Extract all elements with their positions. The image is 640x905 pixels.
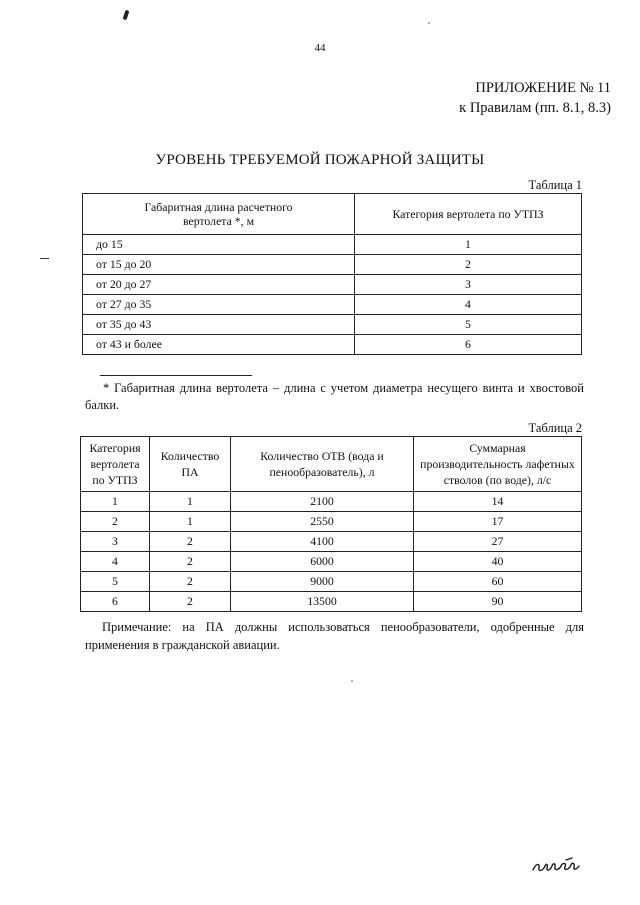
vehicles-cell: 2 [150, 532, 231, 552]
appendix-heading [459, 78, 611, 118]
category-cell: 2 [355, 255, 582, 275]
capacity-cell: 40 [414, 552, 582, 572]
column-header-monitor-capacity [414, 437, 582, 492]
table-row [81, 532, 582, 552]
note [85, 618, 584, 654]
table-row [81, 592, 582, 612]
table-row [83, 315, 582, 335]
category-cell: 4 [355, 295, 582, 315]
header-text: Количество ПА [160, 449, 220, 479]
footnote-divider [100, 375, 252, 376]
length-cell: от 15 до 20 [83, 255, 355, 275]
page-number: 44 [314, 42, 326, 54]
vehicles-cell: 2 [150, 572, 231, 592]
page-title: УРОВЕНЬ ТРЕБУЕМОЙ ПОЖАРНОЙ ЗАЩИТЫ [155, 152, 485, 168]
agent-volume-cell: 2550 [231, 512, 414, 532]
category-cell: 5 [81, 572, 150, 592]
table-row [83, 295, 582, 315]
table-row [81, 512, 582, 532]
header-text: Суммарная производительность лафетных стволов (по воде), л/с [420, 441, 575, 487]
table-header-row [81, 437, 582, 492]
category-cell: 3 [355, 275, 582, 295]
table1-caption: Таблица 1 [528, 178, 582, 192]
length-cell: от 20 до 27 [83, 275, 355, 295]
agent-volume-cell: 4100 [231, 532, 414, 552]
capacity-cell: 60 [414, 572, 582, 592]
vehicles-cell: 1 [150, 512, 231, 532]
fire-equipment-table [80, 436, 582, 612]
appendix-title: ПРИЛОЖЕНИЕ № 11 [475, 80, 611, 96]
category-cell: 2 [81, 512, 150, 532]
appendix-subtitle: к Правилам (пп. 8.1, 8.3) [459, 100, 611, 116]
column-header-category: Категория вертолета по УТПЗ [355, 194, 582, 235]
agent-volume-cell: 6000 [231, 552, 414, 572]
helicopter-category-table [82, 193, 582, 355]
category-cell: 1 [81, 492, 150, 512]
category-cell: 3 [81, 532, 150, 552]
length-cell: до 15 [83, 235, 355, 255]
table-row [83, 235, 582, 255]
category-cell: 6 [355, 335, 582, 355]
capacity-cell: 17 [414, 512, 582, 532]
header-text: Категория вертолета по УТПЗ [89, 441, 141, 487]
vehicles-cell: 1 [150, 492, 231, 512]
agent-volume-cell: 13500 [231, 592, 414, 612]
ink-mark [123, 10, 130, 21]
vehicles-cell: 2 [150, 592, 231, 612]
capacity-cell: 14 [414, 492, 582, 512]
margin-dash [40, 258, 49, 259]
agent-volume-cell: 9000 [231, 572, 414, 592]
footnote-text: * Габаритная длина вертолета – длина с учетом диаметра несущего винта и хвостовой балки. [85, 381, 584, 412]
category-cell: 1 [355, 235, 582, 255]
table-row [83, 335, 582, 355]
table-row [83, 255, 582, 275]
footnote [85, 380, 584, 414]
column-header-vehicles [150, 437, 231, 492]
capacity-cell: 27 [414, 532, 582, 552]
length-cell: от 27 до 35 [83, 295, 355, 315]
column-header-length [83, 194, 355, 235]
vehicles-cell: 2 [150, 552, 231, 572]
scan-speck [428, 22, 430, 24]
signature-mark [530, 855, 586, 877]
category-cell: 5 [355, 315, 582, 335]
table-row [81, 552, 582, 572]
scan-speck [351, 680, 353, 682]
header-text: Количество ОТВ (вода и пенообразователь), л [260, 449, 384, 479]
header-text: Габаритная длина расчетного вертолета *, м [144, 200, 293, 228]
category-cell: 4 [81, 552, 150, 572]
length-cell: от 35 до 43 [83, 315, 355, 335]
table2-caption: Таблица 2 [528, 421, 582, 435]
table-row [81, 492, 582, 512]
column-header-category [81, 437, 150, 492]
length-cell: от 43 и более [83, 335, 355, 355]
agent-volume-cell: 2100 [231, 492, 414, 512]
note-text: Примечание: на ПА должны использоваться пенообразователи, одобренные для применения в гражданской авиации. [85, 620, 584, 652]
category-cell: 6 [81, 592, 150, 612]
table-header-row [83, 194, 582, 235]
capacity-cell: 90 [414, 592, 582, 612]
column-header-agent-volume [231, 437, 414, 492]
table-row [81, 572, 582, 592]
table-row [83, 275, 582, 295]
